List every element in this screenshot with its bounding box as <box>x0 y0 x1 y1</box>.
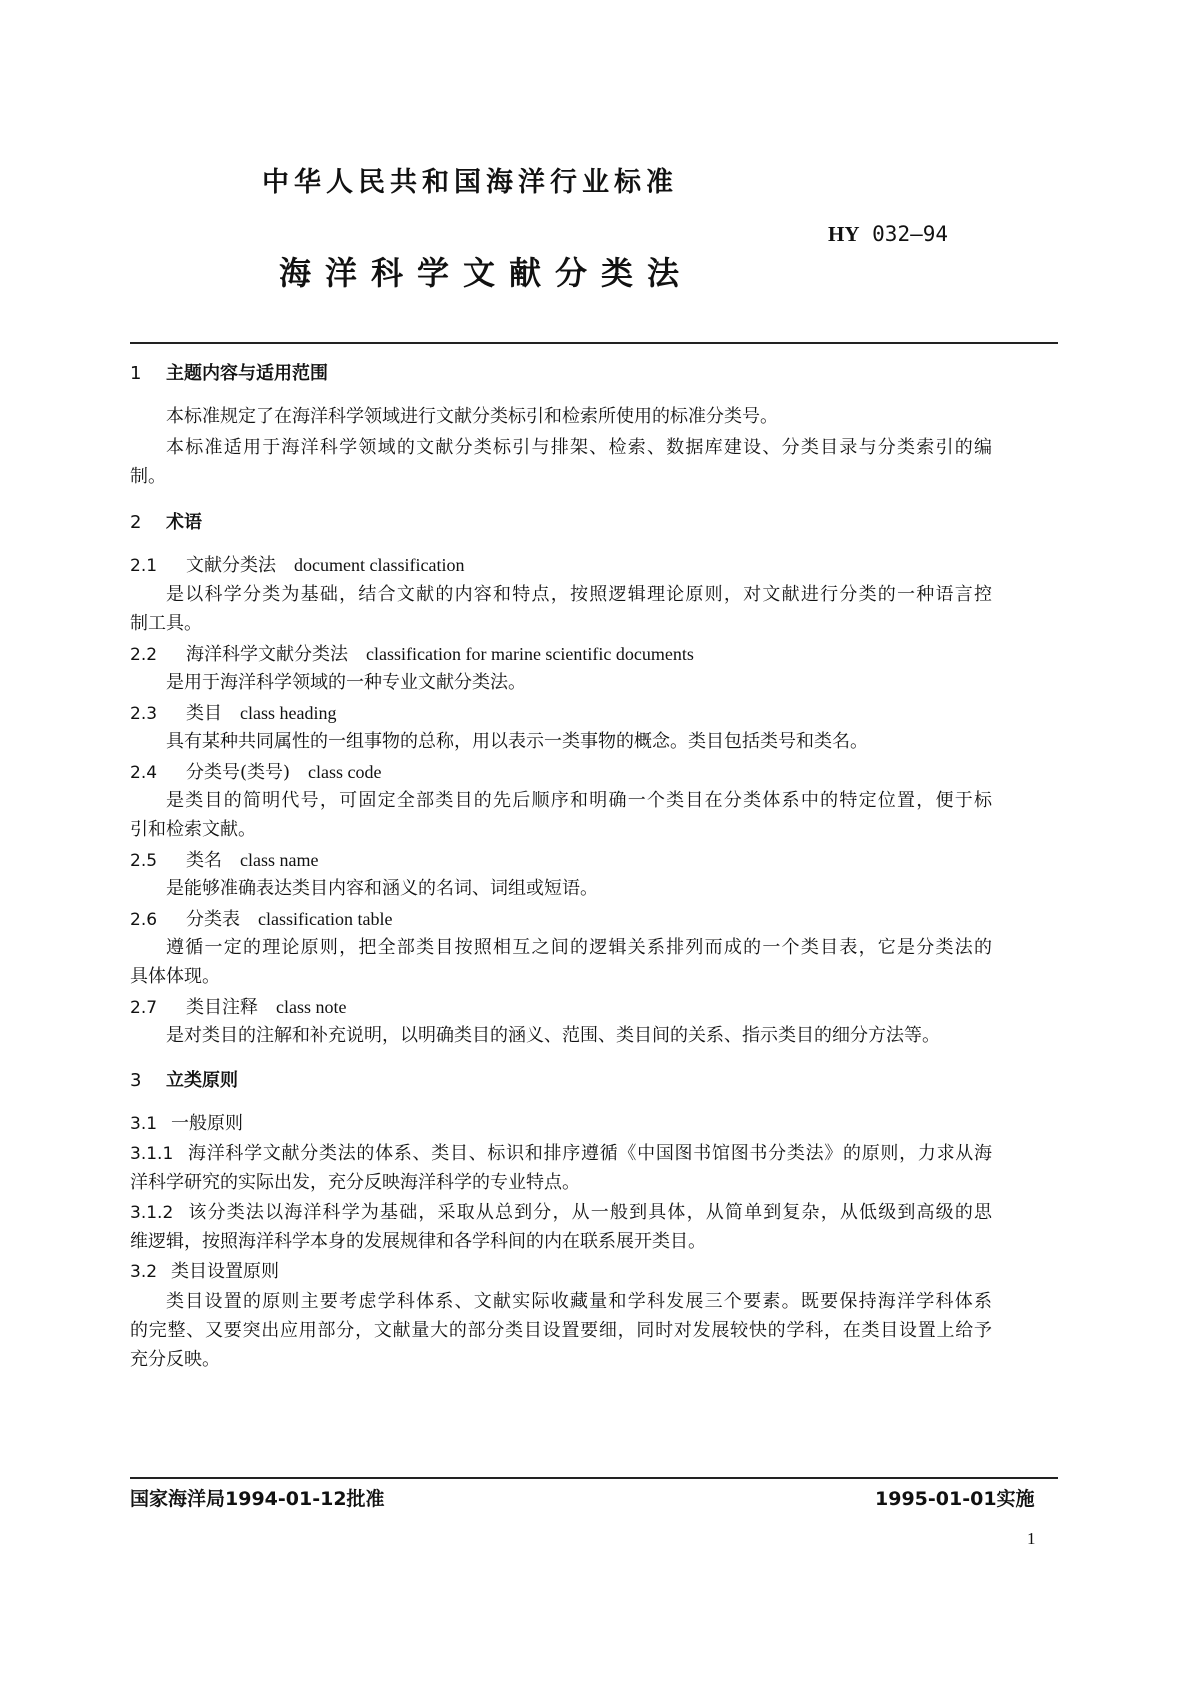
term-2-5 <box>130 848 318 873</box>
subsection-title: 一般原则 <box>171 1113 244 1134</box>
standard-code-number: 032—94 <box>872 222 949 246</box>
term-number: 2.4 <box>130 763 158 783</box>
section-title: 术语 <box>166 512 202 533</box>
term-cn: 文献分类法 <box>186 555 276 576</box>
term-en: classification table <box>258 909 393 929</box>
paragraph: 的完整、又要突出应用部分，文献量大的部分类目设置要细，同时对发展较快的学科，在类目设置上给予 <box>130 1320 992 1341</box>
term-definition: 引和检索文献。 <box>130 819 256 840</box>
term-definition: 是类目的简明代号，可固定全部类目的先后顺序和明确一个类目在分类体系中的特定位置，便于标 <box>166 790 992 811</box>
section-title: 主题内容与适用范围 <box>166 363 328 384</box>
term-number: 2.5 <box>130 851 158 871</box>
section-title: 立类原则 <box>166 1070 238 1091</box>
section-3-heading <box>130 1069 238 1093</box>
effective-date: 1995-01-01实施 <box>875 1488 1035 1510</box>
paragraph: 制。 <box>130 466 166 487</box>
term-number: 2.3 <box>130 704 158 724</box>
term-cn: 分类表 <box>186 909 240 930</box>
term-2-6 <box>130 907 392 932</box>
term-definition: 遵循一定的理论原则，把全部类目按照相互之间的逻辑关系排列而成的一个类目表，它是分类法的 <box>166 937 992 958</box>
standard-code-prefix: HY <box>828 222 860 246</box>
footer-divider <box>130 1477 1058 1479</box>
term-number: 2.1 <box>130 556 158 576</box>
section-2-heading <box>130 511 202 535</box>
term-en: document classification <box>294 555 465 575</box>
paragraph: 类目设置的原则主要考虑学科体系、文献实际收藏量和学科发展三个要素。既要保持海洋学科体系 <box>166 1291 992 1312</box>
header-divider <box>130 342 1058 344</box>
term-number: 2.6 <box>130 910 158 930</box>
term-en: class heading <box>240 703 337 723</box>
standard-code <box>828 222 948 247</box>
subsection-text: 该分类法以海洋科学为基础，采取从总到分，从一般到具体，从简单到复杂，从低级到高级的思 <box>187 1202 992 1223</box>
term-cn: 类名 <box>186 850 222 871</box>
subsection-3-2 <box>130 1260 279 1284</box>
term-en: class name <box>240 850 319 870</box>
term-2-2 <box>130 642 694 667</box>
term-cn: 类目 <box>186 703 222 724</box>
term-number: 2.2 <box>130 645 158 665</box>
section-number: 2 <box>130 512 142 533</box>
term-cn: 海洋科学文献分类法 <box>186 644 348 665</box>
document-title: 海洋科学文献分类法 <box>279 254 694 292</box>
approval-date: 国家海洋局1994-01-12批准 <box>130 1488 385 1510</box>
subsection-title: 类目设置原则 <box>171 1261 280 1282</box>
term-2-1 <box>130 553 464 578</box>
subsection-text: 海洋科学文献分类法的体系、类目、标识和排序遵循《中国图书馆图书分类法》的原则，力求从海 <box>187 1143 992 1164</box>
paragraph: 充分反映。 <box>130 1349 220 1370</box>
term-number: 2.7 <box>130 998 158 1018</box>
subsection-3-1 <box>130 1112 243 1136</box>
term-definition: 具体体现。 <box>130 966 220 987</box>
term-definition: 是以科学分类为基础，结合文献的内容和特点，按照逻辑理论原则，对文献进行分类的一种语言控 <box>166 584 992 605</box>
term-cn: 类目注释 <box>186 997 258 1018</box>
subsection-number: 3.1.2 <box>130 1203 174 1223</box>
term-definition: 是对类目的注解和补充说明，以明确类目的涵义、范围、类目间的关系、指示类目的细分方法等。 <box>166 1025 940 1046</box>
paragraph: 本标准适用于海洋科学领域的文献分类标引与排架、检索、数据库建设、分类目录与分类索引的编 <box>166 437 992 458</box>
subsection-number: 3.1.1 <box>130 1144 174 1164</box>
term-2-3 <box>130 701 336 726</box>
standard-org-title: 中华人民共和国海洋行业标准 <box>262 167 678 198</box>
subsection-number: 3.1 <box>130 1114 158 1134</box>
section-number: 3 <box>130 1070 142 1091</box>
section-number: 1 <box>130 363 142 384</box>
term-definition: 具有某种共同属性的一组事物的总称，用以表示一类事物的概念。类目包括类号和类名。 <box>166 731 868 752</box>
term-en: class note <box>276 997 347 1017</box>
subsection-number: 3.2 <box>130 1262 158 1282</box>
section-1-heading <box>130 362 328 386</box>
term-2-4 <box>130 760 382 785</box>
term-en: classification for marine scientific documents <box>366 644 694 664</box>
paragraph: 本标准规定了在海洋科学领域进行文献分类标引和检索所使用的标准分类号。 <box>166 406 778 427</box>
term-2-7 <box>130 995 346 1020</box>
term-cn: 分类号(类号) <box>186 762 291 783</box>
term-en: class code <box>308 762 382 782</box>
paragraph: 洋科学研究的实际出发，充分反映海洋科学的专业特点。 <box>130 1172 580 1193</box>
paragraph: 维逻辑，按照海洋科学本身的发展规律和各学科间的内在联系展开类目。 <box>130 1231 706 1252</box>
page-number: 1 <box>1027 1529 1036 1548</box>
subsection-3-1-1 <box>130 1142 992 1166</box>
term-definition: 制工具。 <box>130 613 202 634</box>
term-definition: 是用于海洋科学领域的一种专业文献分类法。 <box>166 672 526 693</box>
subsection-3-1-2 <box>130 1201 992 1225</box>
term-definition: 是能够准确表达类目内容和涵义的名词、词组或短语。 <box>166 878 598 899</box>
